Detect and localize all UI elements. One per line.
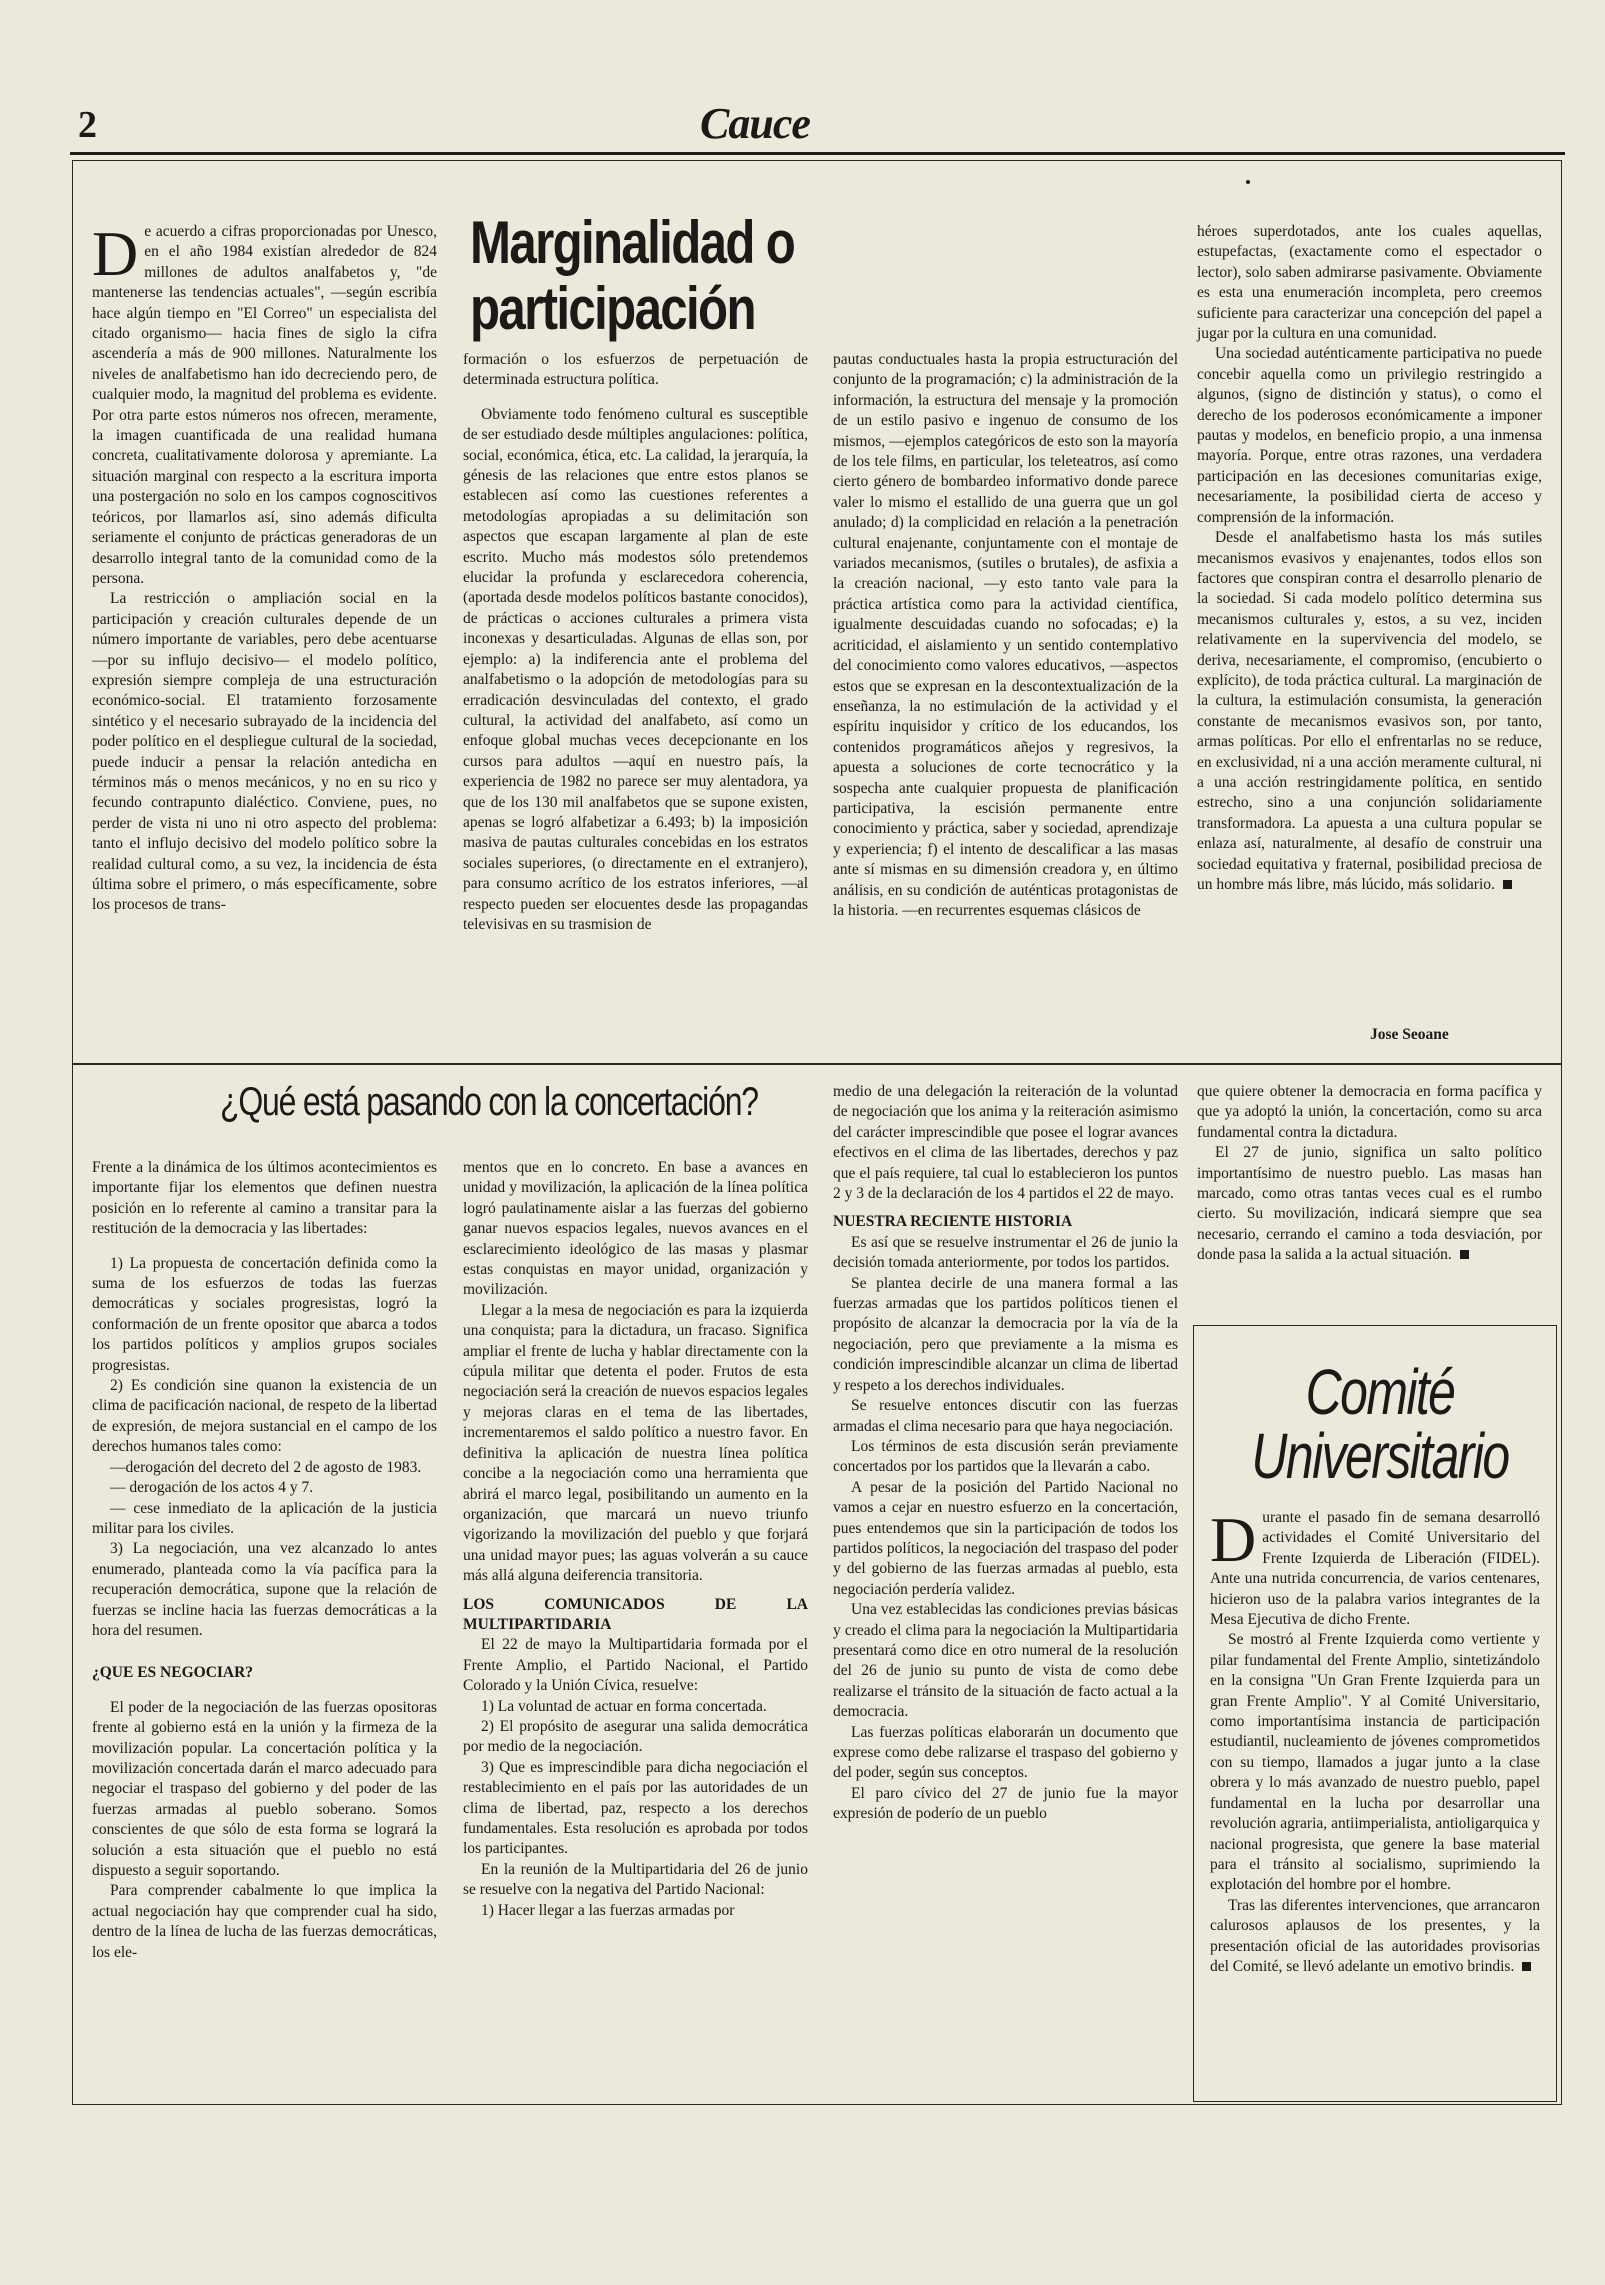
article2-paragraph: Los términos de esta discusión serán previamente concertados por los partidos que la llevarán a cabo. — [833, 1437, 1178, 1476]
sidebar-paragraph — [1210, 1504, 1540, 1630]
sidebar-headline-line1: Comité — [1305, 1356, 1455, 1428]
article1-paragraph: Obviamente todo fenómeno cultural es susceptible de ser estudiado desde múltiples angulaciones: política, social, económica, ética, etc. La calidad, la jerarquía, la génesis de las relaciones que entre estos planos se establecen así como las cuestiones referentes a metodologías apropiadas a su delimitación son aspectos que escapan largamente al plan de este escrito. Mucho más modestos sólo pretendemos elucidar la profunda y esclarecedora coherencia, (aportada desde modelos políticos bastante conocidos), de prácticas o acciones culturales a primera vista inconexas y desarticuladas. Algunas de ellas son, por ejemplo: a) la indiferencia ante el problema del analfabetismo o la adopción de metodologías para su erradicación desvinculadas del contexto, el grado cultural, la actividad del analfabeto, así como un enfoque global muchas veces decepcionante en los cursos para adultos —aquí en nuestro país, la experiencia de 1982 no parece ser muy alentadora, ya que de los 130 mil analfabetos que se supone existen, apenas se logró alfabetizar a 6.493; b) la imposición masiva de pautas culturales concebidas en los estratos sociales superiores, (o directamente en el extranjero), para consumo acrítico de los estratos inferiores, —al respecto pueden ser elocuentes desde las propagandas televisivas en su trasmision de — [463, 405, 808, 933]
sidebar-headline-line2: Universitario — [1251, 1420, 1509, 1492]
sidebar-column — [1210, 1504, 1540, 1977]
article2-paragraph: El paro cívico del 27 de junio fue la mayor expresión de poderío de un pueblo — [833, 1784, 1178, 1823]
article2-paragraph: Se plantea decirle de una manera formal a las fuerzas armadas que los partidos políticos tienen el propósito de alcanzar la democracia por la vía de la negociación, pero que previamente a la misma es condición imprescindible alcanzar un clima de libertad y respeto a los derechos individuales. — [833, 1274, 1178, 1394]
article2-paragraph: A pesar de la posición del Partido Nacional no vamos a cejar en nuestro esfuerzo en la concertación, pues entendemos que sin la participación de todos los partidos políticos, la negociación del traspaso del poder y del gobierno de las fuerzas armadas al pueblo, esta negociación perdería validez. — [833, 1478, 1178, 1598]
article1-column-1 — [92, 218, 437, 916]
end-mark-icon — [1460, 1250, 1469, 1259]
article2-paragraph — [1197, 1143, 1542, 1265]
article2-paragraph: El 22 de mayo la Multipartidaria formada por el Frente Amplio, el Partido Nacional, el Partido Colorado y la Unión Cívica, resuelve: — [463, 1636, 808, 1695]
article2-paragraph: Llegar a la mesa de negociación es para la izquierda una conquista; para la dictadura, un fracaso. Significa ampliar el frente de lucha y hablar directamente con la cúpula militar que detenta el poder. Frutos de esta negociación será la creación de nuevos espacios legales y mejoras claras en el tema de las libertades, incrementaremos el saldo político a nuestro favor. En definitiva la aplicación de nuestra línea política concibe a la negociación como una herramienta que abrirá el marco legal, posibilitando un aumento en la organización, que marcará un nuevo triunfo vigorizando la movilización del pueblo y que forjará una unidad mayor pues; las aguas volverán a su cauce más allá alguna deiferencia transitoria. — [463, 1301, 808, 1585]
decorative-dot — [1246, 180, 1250, 184]
article2-paragraph: mentos que en lo concreto. En base a avances en unidad y movilización, la aplicación de la línea política logró paulatinamente aislar a las fuerzas del gobierno ganar nuevos espacios legales, nuevos avances en el esclarecimiento ideológico de las masas y plasmar estas conquistas en mayor unidad, organización y movilización. — [463, 1159, 808, 1299]
article2-paragraph: Una vez establecidas las condiciones previas básicas y creado el clima para la negociación la Multipartidaria presentará como dice en otro numeral de la resolución del 26 de junio su punto de vista de como debe realizarse el tránsito de la situación de facto actual a la democracia. — [833, 1601, 1178, 1721]
masthead-rule — [70, 152, 1565, 155]
article2-paragraph: 1) La voluntad de actuar en forma concertada. — [481, 1697, 767, 1715]
article-headline: Marginalidad o participación — [470, 209, 795, 342]
article1-paragraph: héroes superdotados, ante los cuales aquellas, estupefactas, (exactamente como el espectador o lector), solo saben admirarse pasivamente. Obviamente es esta una enumeración incompleta, pero creemos suficiente para caracterizar una concepción del papel a jugar por la cultura en una comunidad. — [1197, 223, 1542, 343]
article2-subhead: NUESTRA RECIENTE HISTORIA — [833, 1213, 1073, 1231]
article1-paragraph: La restricción o ampliación social en la participación y creación culturales depende de un número importante de variables, pero debe acentuarse —por su influjo decisivo— el modelo político, expresión siempre compleja de una estructuración económico-social. El tratamiento forzosamente sintético y el necesario subrayado de la incidencia del poder político en el despliegue cultural de la sociedad, puede inducir a pensar la relación antedicha en términos más o menos mecánicos, y no en su rico y fecundo contrapunto dialéctico. Conviene, pues, no perder de vista ni uno ni otro aspecto del problema: tanto el influjo decisivo del modelo político sobre la realidad cultural como, a su vez, la incidencia de ésta última sobre el primero, o más específicamente, sobre los procesos de trans- — [92, 590, 437, 914]
article2-headline: ¿Qué está pasando con la concertación? — [220, 1080, 758, 1124]
article2-column-4 — [1197, 1082, 1542, 1266]
sidebar-paragraph — [1210, 1896, 1540, 1978]
article1-paragraph-text: e acuerdo a cifras proporcionadas por Unesco, en el año 1984 existían alrededor de 824 millones de adultos analfabetos y, "de mantenerse las tendencias actuales", —según escribía hace algún tiempo en "El Correo" un especialista del citado organismo— hacia fines de siglo la cifra ascendería a más de 900 millones. Naturalmente los niveles de analfabetismo han ido decreciendo pero, de cualquier modo, la magnitud del problema es evidente. Por otra parte estos números nos ofrecen, meramente, la imagen cuantificada de una realidad humana concreta, cualitativamente dolorosa y apremiante. La situación marginal con respecto a la escritura importa una postergación no solo en los campos cognoscitivos teóricos, por llamarlos así, sino además dificulta seriamente el conjunto de prácticas generadoras de un desarrollo integral tanto de la comunidad como de la persona. — [92, 223, 437, 587]
article2-paragraph: Es así que se resuelve instrumentar el 26 de junio la decisión tomada anteriormente, por todos los partidos. — [833, 1233, 1178, 1272]
article1-paragraph — [92, 218, 437, 589]
article2-subhead: ¿QUE ES NEGOCIAR? — [92, 1664, 254, 1682]
article2-paragraph: 1) La propuesta de concertación definida como la suma de los esfuerzos de todas las fuerzas democráticas y sociales progresistas, logró la conformación de un frente opositor que abarca a todos los partidos políticos y amplios grupos sociales progresistas. — [92, 1254, 437, 1374]
article2-paragraph: 3) La negociación, una vez alcanzado lo antes enumerado, planteada como la vía pacífica para la recuperación democrática, supone que la relación de fuerzas se incline hacia las fuerzas democráticas a la hora del resumen. — [92, 1540, 437, 1639]
article2-column-1 — [92, 1158, 437, 1963]
sidebar-paragraph: Se mostró al Frente Izquierda como vertiente y pilar fundamental del Frente Amplio, sintetizándolo en la consigna "Un Gran Frente Izquierda para un gran Frente Amplio". Y al Comité Universitario, como importantísima instancia de participación estudiantil, nucleamiento de jóvenes comprometidos con su tiempo, llamados a jugar junto a la clase obrera y lo más avanzado de nuestro pueblo, papel fundamental en la lucha por desarrollar una revolución agraria, antiimperialista, antioligarquica y nacional progresista, que genere la base material para el tránsito al socialismo, suprimiendo la explotación del hombre por el hombre. — [1210, 1631, 1540, 1894]
article2-paragraph: Para comprender cabalmente lo que implica la actual negociación hay que comprender cual ha sido, dentro de la línea de lucha de las fuerzas democráticas, los ele- — [92, 1882, 437, 1961]
article2-list-item: — cese inmediato de la aplicación de la justicia militar para los civiles. — [92, 1499, 437, 1537]
article-byline: Jose Seoane — [1370, 1026, 1449, 1043]
masthead-logo: Cauce — [700, 99, 810, 148]
sidebar-headline — [1251, 1356, 1509, 1492]
article2-paragraph: que quiere obtener la democracia en forma pacífica y que ya adoptó la unión, la concertación, como su arca fundamental contra la dictadura. — [1197, 1083, 1542, 1141]
article1-column-4 — [1197, 222, 1542, 895]
article2-column-3 — [833, 1082, 1178, 1825]
article2-paragraph: 1) Hacer llegar a las fuerzas armadas por — [481, 1901, 735, 1919]
article2-subhead: LOS COMUNICADOS DE LA MULTIPARTIDARIA — [463, 1595, 808, 1633]
article2-paragraph: Frente a la dinámica de los últimos acontecimientos es importante fijar los elementos que definen nuestra posición en lo referente al camino a transitar para la restitución de la democracia y las libertades: — [92, 1159, 437, 1238]
article2-paragraph: 3) Que es imprescindible para dicha negociación el restablecimiento en el país por las autoridades de un clima de libertad, paz, respecto a los derechos fundamentales. Esta resolución es aprobada por todos los participantes. — [463, 1758, 808, 1858]
drop-cap: D — [92, 218, 139, 289]
sidebar-paragraph-text: urante el pasado fin de semana desarrolló actividades el Comité Universitario del Frente Izquierda de Liberación (FIDEL). Ante una nutrida concurrencia, de varios centenares, hicieron uso de la palabra varios integrantes de la Mesa Ejecutiva de dicho Frente. — [1210, 1509, 1540, 1629]
drop-cap: D — [1210, 1504, 1257, 1575]
article1-paragraph: formación o los esfuerzos de perpetuación de determinada estructura política. — [463, 351, 808, 389]
article2-column-2 — [463, 1158, 808, 1921]
article1-paragraph — [1197, 528, 1542, 895]
article1-column-2 — [463, 350, 808, 935]
article2-paragraph: 2) Es condición sine quanon la existencia de un clima de pacificación nacional, de respeto de la libertad de expresión, de mejora sustancial en el campo de los derechos humanos tales como: — [92, 1377, 437, 1456]
article1-paragraph: pautas conductuales hasta la propia estructuración del conjunto de la programación; c) la administración de la información, la estructura del mensaje y la promoción de un estilo pasivo e ingenuo de consumo de los mismos, —ejemplos categóricos de esto son la mayoría de los tele films, en particular, los teleteatros, así como cierto género de bombardeo informativo donde parece valer lo mismo el estallido de una guerra que un gol anulado; d) la complicidad en relación a la penetración cultural enajenante, conjuntamente con el montaje de variados mecanismos, (sutiles o brutales), de asfixia a la creación nacional, —y esto tanto vale para la práctica artística como para la actividad científica, igualmente descuidadas cuando no sofocadas; e) la acriticidad, el aislamiento y un sentido contemplativo del conocimiento como valores educativos, —aspectos estos que se expresan en la descontextualización de la enseñanza, la no estimulación de la actividad y el espíritu inquisidor y crítico de los educandos, los contenidos programáticos añejos y regresivos, la apuesta a soluciones de corte tecnocrático y la sospecha ante cualquier propuesta de planificación participativa, la escisión permanente entre conocimiento y práctica, saber y sociedad, aprendizaje y experiencia; f) el intento de descalificar a las masas ante sí mismas en su dimensión creadora y, en último análisis, en su condición de auténticas protagonistas de la historia. —en recurrentes esquemas clásicos de — [833, 351, 1178, 919]
article2-paragraph: medio de una delegación la reiteración de la voluntad de negociación que los anima y la reiteración asimismo del carácter imprescindible que posee el lograr avances efectivos en el clima de las libertades, derechos y paz que el país requiere, tal cual lo establecieron los puntos 2 y 3 de la declaración de los 4 partidos el 22 de mayo. — [833, 1083, 1178, 1203]
article2-paragraph: El poder de la negociación de las fuerzas opositoras frente al gobierno está en la unión y la firmeza de la movilización popular. La concertación política y la movilización concertada darán el marco adecuado para negociar el traspaso del gobierno y del poder de las fuerzas armadas al pueblo soberano. Somos conscientes de que sólo de esta forma se logrará la solución a esta situación que el pueblo no está dispuesto a seguir soportando. — [92, 1698, 437, 1879]
sidebar-paragraph-text: Tras las diferentes intervenciones, que arrancaron calurosos aplausos de los presentes, y la presentación oficial de las autoridades provisorias del Comité, se llevó adelante un emotivo brindis. — [1210, 1896, 1540, 1975]
end-mark-icon — [1503, 880, 1512, 889]
page-number: 2 — [78, 104, 97, 146]
article1-column-3 — [833, 350, 1178, 921]
article2-paragraph-text: El 27 de junio, significa un salto político importantísimo de nuestro pueblo. Las masas han marcado, como otras tantas veces cual es el rumbo cierto. Su movilización, indicará siempre que sea necesario, cerrando el camino a toda desviación, por donde pasa la salida a la actual situación. — [1197, 1144, 1542, 1264]
article2-list-item: — derogación de los actos 4 y 7. — [110, 1479, 314, 1497]
article2-list-item: —derogación del decreto del 2 de agosto de 1983. — [110, 1458, 422, 1476]
end-mark-icon — [1522, 1962, 1531, 1971]
article2-paragraph: Las fuerzas políticas elaborarán un documento que exprese como debe ralizarse el traspaso del gobierno y del poder, según sus conceptos. — [833, 1723, 1178, 1782]
article1-paragraph: Una sociedad auténticamente participativa no puede concebir aquella como un privilegio restringido a algunos, (signo de distinción y status), o como el derecho de los poderosos económicamente a imponer pautas y modelos, en beneficio propio, a una inmensa mayoría. Porque, entre otras razones, una verdadera participación en las decesiones comunitarias exige, necesariamente, la posibilidad cierta de acceso y comprensión de la información. — [1197, 345, 1542, 526]
article2-paragraph: 2) El propósito de asegurar una salida democrática por medio de la negociación. — [463, 1717, 808, 1756]
article2-paragraph: Se resuelve entonces discutir con las fuerzas armadas el clima necesario para que haya negociación. — [833, 1397, 1178, 1435]
article1-paragraph-text: Desde el analfabetismo hasta los más sutiles mecanismos evasivos y enajenantes, todos ellos son factores que conspiran contra el desarrollo plenario de la sociedad. Si cada modelo político determina sus mecanismos culturales y, estos, a su vez, inciden relativamente en la supervivencia del modelo, se deriva, necesariamente, el compromiso, (encubierto o explícito), de toda práctica cultural. La marginación de la cultura, la estimulación consumista, la generación constante de mecanismos evasivos son, por tanto, armas políticas. Por ello el enfrentarlas no se reduce, en exclusividad, ni a una acción meramente cultural, ni a una acción restringidamente política, en sentido estrecho, sino a una conjunción solidariamente transformadora. La apuesta a una cultura popular se enlaza así, naturalmente, al desafío de construir una sociedad equitativa y fraternal, posibilidad preciosa de un hombre más libre, más lúcido, más solidario. — [1197, 529, 1542, 893]
article2-paragraph: En la reunión de la Multipartidaria del 26 de junio se resuelve con la negativa del Partido Nacional: — [463, 1860, 808, 1899]
